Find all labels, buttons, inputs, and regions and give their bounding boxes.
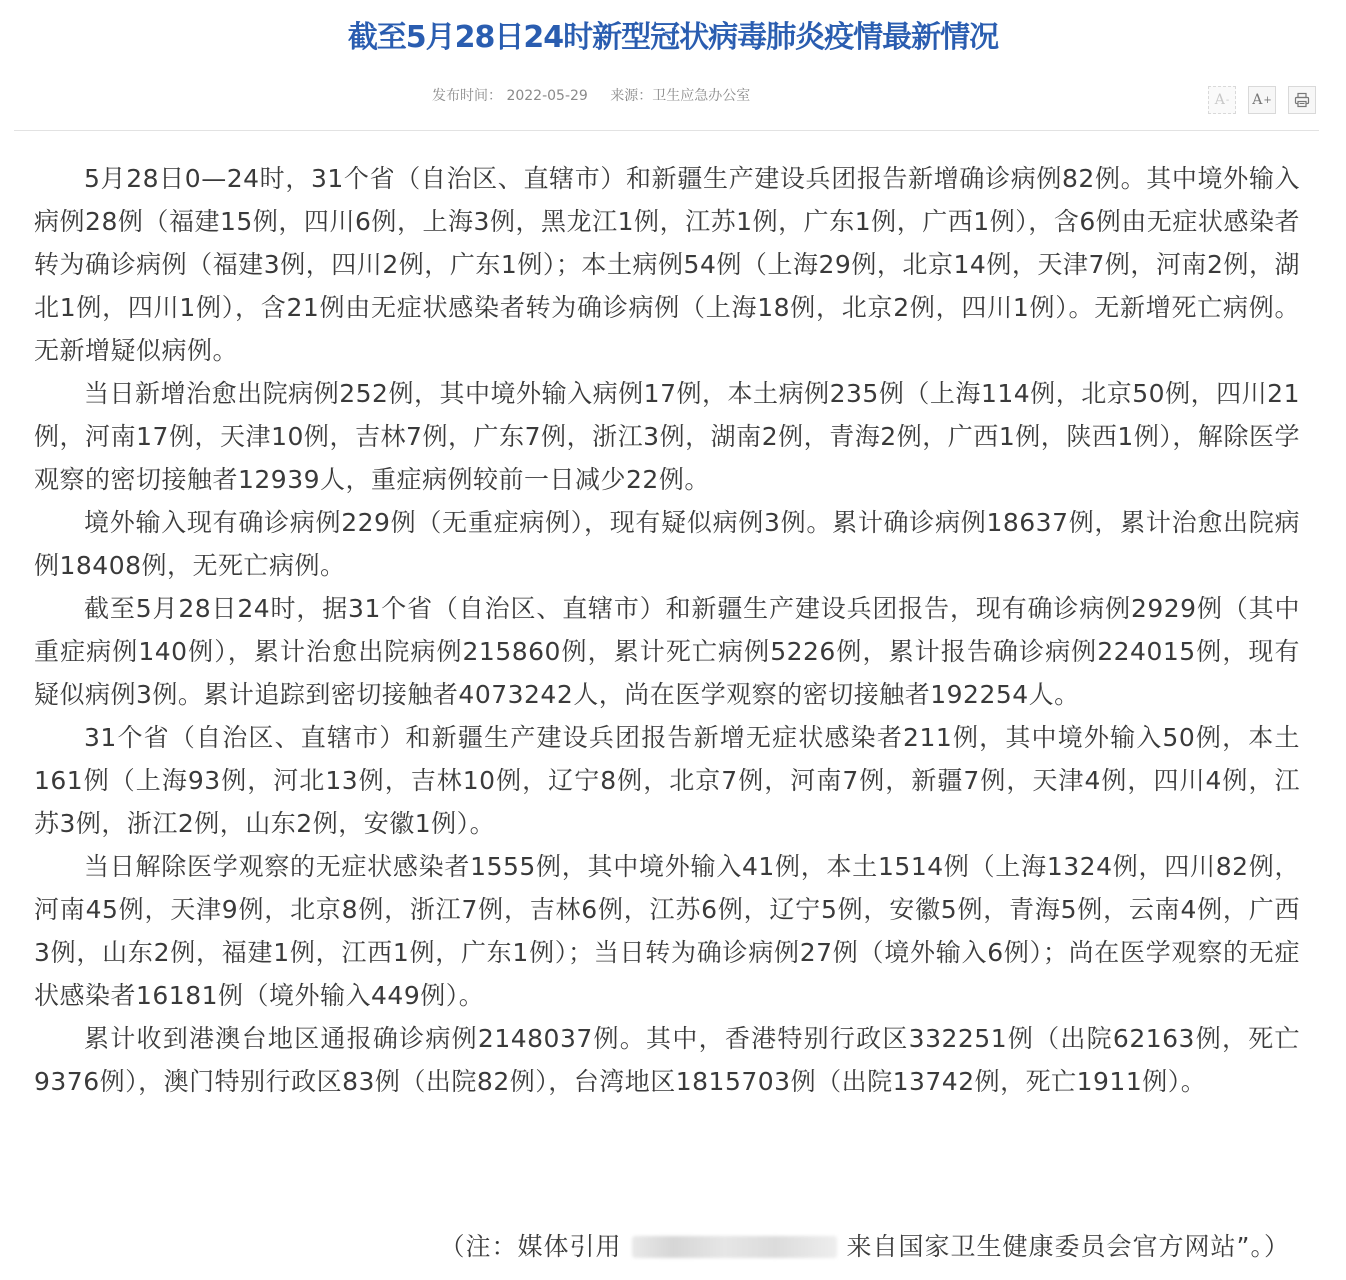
- print-button[interactable]: [1288, 86, 1316, 114]
- paragraph: 境外输入现有确诊病例229例（无重症病例），现有疑似病例3例。累计确诊病例18637例，累计治愈出院病例18408例，无死亡病例。: [34, 508, 1300, 580]
- font-increase-icon: A: [1252, 92, 1263, 108]
- print-icon: [1294, 92, 1310, 108]
- paragraph: 5月28日0—24时，31个省（自治区、直辖市）和新疆生产建设兵团报告新增确诊病例82例。其中境外输入病例28例（福建15例，四川6例，上海3例，黑龙江1例，江苏1例，广东1例，广西1例），含6例由无症状感染者转为确诊病例（福建3例，四川2例，广东1例）；本土病例54例（上海29例，北京14例，天津7例，河南2例，湖北1例，四川1例），含21例由无症状感染者转为确诊病例（上海18例，北京2例，四川1例）。无新增死亡病例。无新增疑似病例。: [34, 164, 1300, 365]
- page-title: 截至5月28日24时新型冠状病毒肺炎疫情最新情况: [347, 20, 999, 55]
- note-suffix: 来自国家卫生健康委员会官方网站”。）: [846, 1232, 1290, 1261]
- header-divider: [14, 130, 1319, 131]
- article-meta: [432, 85, 768, 107]
- article-source: 来源：卫生应急办公室: [610, 88, 751, 104]
- font-decrease-icon: A: [1214, 92, 1225, 108]
- paragraph: 当日新增治愈出院病例252例，其中境外输入病例17例，本土病例235例（上海114例，北京50例，四川21例，河南17例，天津10例，吉林7例，广东7例，浙江3例，湖南2例，青海2例，广西1例，陕西1例），解除医学观察的密切接触者12939人，重症病例较前一日减少22例。: [34, 379, 1300, 494]
- redacted-text: [632, 1236, 837, 1258]
- publish-time: 发布时间： 2022-05-29: [432, 88, 588, 104]
- paragraph: 当日解除医学观察的无症状感染者1555例，其中境外输入41例，本土1514例（上海1324例，四川82例，河南45例，天津9例，北京8例，浙江7例，吉林6例，江苏6例，辽宁5例，安徽5例，青海5例，云南4例，广西3例，山东2例，福建1例，江西1例，广东1例）；当日转为确诊病例27例（境外输入6例）；尚在医学观察的无症状感染者16181例（境外输入449例）。: [34, 852, 1300, 1010]
- article-body: [34, 157, 1300, 1103]
- paragraph: 31个省（自治区、直辖市）和新疆生产建设兵团报告新增无症状感染者211例，其中境外输入50例，本土161例（上海93例，河北13例，吉林10例，辽宁8例，北京7例，河南7例，新疆7例，天津4例，四川4例，江苏3例，浙江2例，山东2例，安徽1例）。: [34, 723, 1300, 838]
- note-prefix: （注：媒体引用: [439, 1232, 622, 1261]
- paragraph: 累计收到港澳台地区通报确诊病例2148037例。其中，香港特别行政区332251例（出院62163例，死亡9376例），澳门特别行政区83例（出院82例），台湾地区1815703例（出院13742例，死亡1911例）。: [34, 1024, 1300, 1096]
- font-decrease-button[interactable]: A -: [1208, 86, 1236, 114]
- article-toolbar: [1208, 86, 1316, 114]
- font-increase-button[interactable]: A +: [1248, 86, 1276, 114]
- citation-note: [440, 1227, 1290, 1267]
- paragraph: 截至5月28日24时，据31个省（自治区、直辖市）和新疆生产建设兵团报告，现有确诊病例2929例（其中重症病例140例），累计治愈出院病例215860例，累计死亡病例5226例，累计报告确诊病例224015例，现有疑似病例3例。累计追踪到密切接触者4073242人，尚在医学观察的密切接触者192254人。: [34, 594, 1300, 709]
